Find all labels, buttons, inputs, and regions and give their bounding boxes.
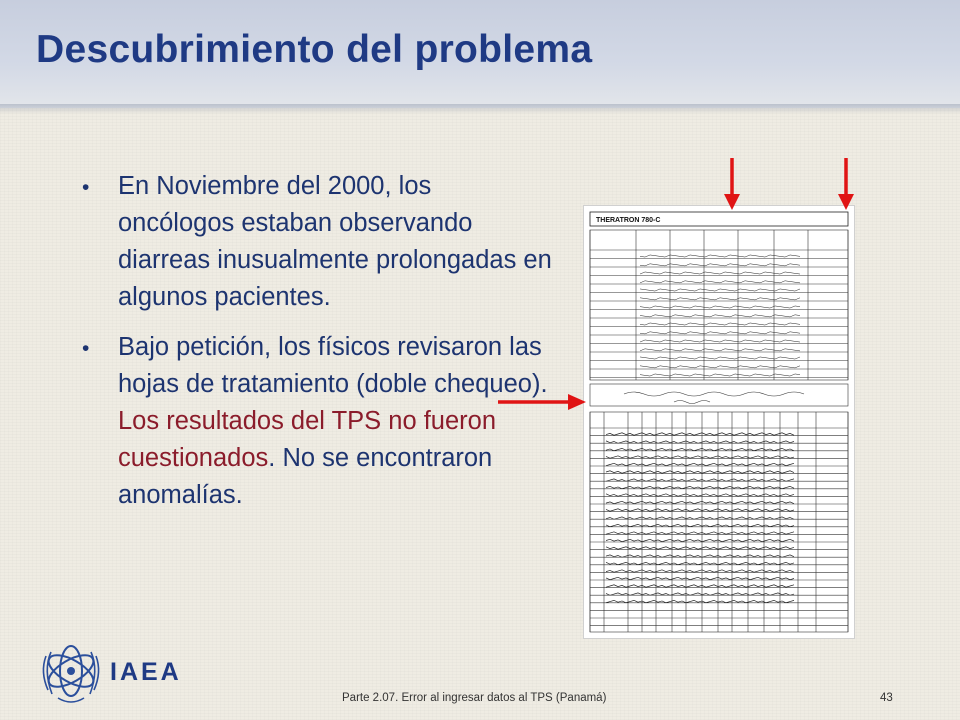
treatment-sheet-image: [584, 206, 854, 638]
arrow-down-icon: [836, 158, 856, 210]
bullet-text-2-after: . No se encontraron anomalías.: [118, 444, 493, 509]
bullet-list: [82, 168, 552, 514]
bullet-text-1: En Noviembre del 2000, los oncólogos estaban observando diarreas inusualmente prolongadas en algunos pacientes.: [118, 172, 552, 311]
footer-caption: Parte 2.07. Error al ingresar datos al TPS (Panamá): [342, 692, 607, 704]
bullet-dot: •: [82, 176, 90, 199]
bullet-text-2-highlight: Los resultados del TPS no fueron cuestionados: [118, 407, 497, 472]
iaea-logo-text: IAEA: [110, 658, 182, 686]
page-number: 43: [880, 692, 893, 704]
title-shadow: [0, 104, 960, 114]
arrow-right-icon: [498, 392, 586, 412]
bullet-item-1: [82, 168, 552, 316]
sheet-header-text: THERATRON 780-C: [596, 217, 661, 224]
bullet-dot: •: [82, 337, 90, 360]
bullet-item-2: [82, 329, 552, 514]
slide-title: Descubrimiento del problema: [36, 28, 593, 71]
footer: [0, 684, 960, 720]
arrow-down-icon: [722, 158, 742, 210]
bullet-text-2-before: Bajo petición, los físicos revisaron las hojas de tratamiento (doble chequeo).: [118, 333, 548, 398]
